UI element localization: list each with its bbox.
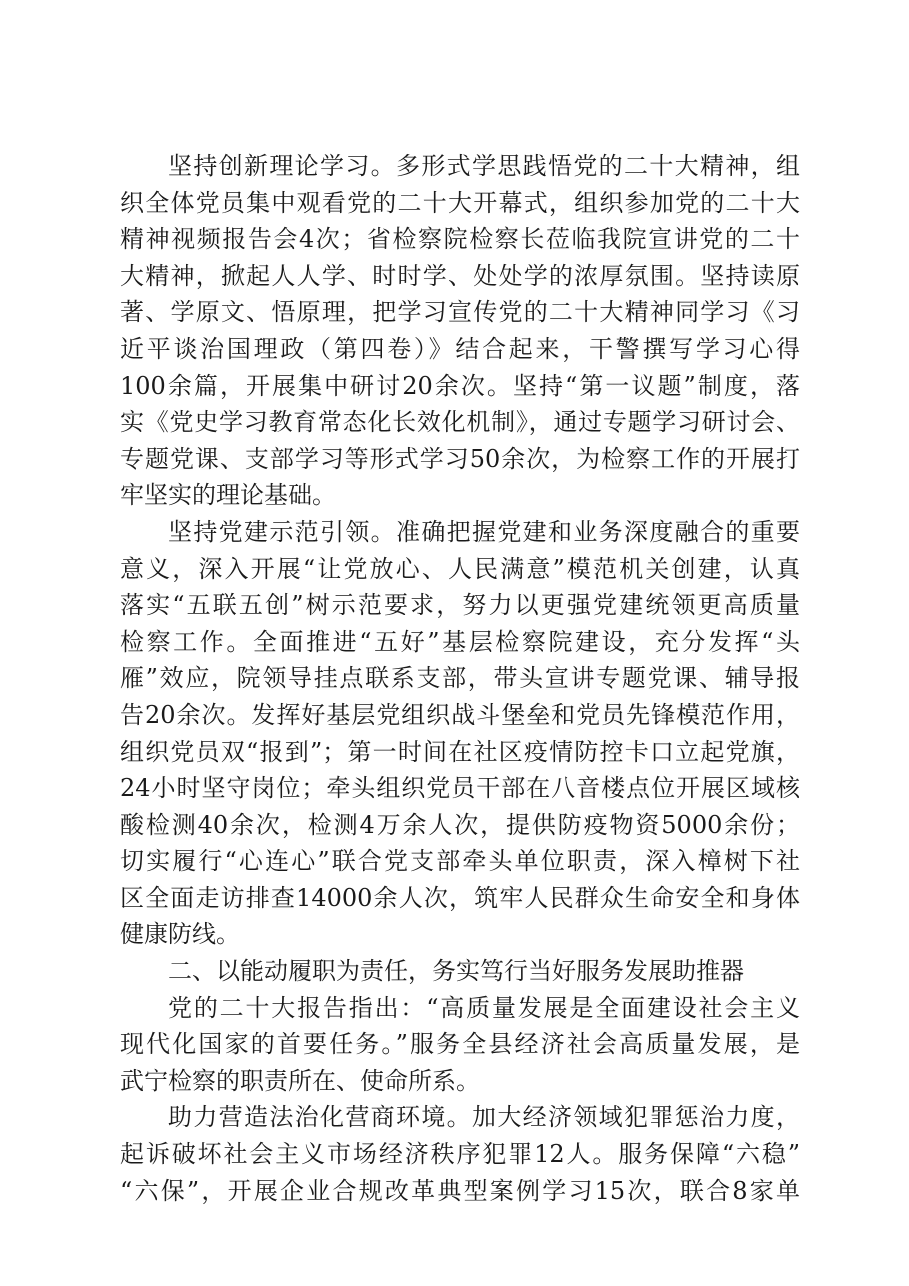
text-line: 现代化国家的首要任务。”服务全县经济社会高质量发展，是 — [120, 1030, 800, 1059]
text-line: 大精神，掀起人人学、时时学、处处学的浓厚氛围。坚持读原 — [120, 261, 800, 290]
document-body — [120, 148, 800, 1209]
text-line: 切实履行“心连心”联合党支部牵头单位职责，深入樟树下社 — [120, 847, 800, 876]
text-line: 武宁检察的职责所在、使命所系。 — [120, 1066, 480, 1095]
text-line: 意义，深入开展“让党放心、人民满意”模范机关创建，认真 — [120, 554, 800, 583]
text-line: 助力营造法治化营商环境。加大经济领域犯罪惩治力度， — [168, 1103, 800, 1132]
text-line: 起诉破坏社会主义市场经济秩序犯罪12人。服务保障“六稳” — [120, 1140, 800, 1169]
text-line: 区全面走访排查14000余人次，筑牢人民群众生命安全和身体 — [120, 883, 800, 912]
text-line: 实《党史学习教育常态化长效化机制》，通过专题学习研讨会、 — [120, 408, 800, 437]
text-line: 100余篇，开展集中研讨20余次。坚持“第一议题”制度，落 — [120, 371, 800, 400]
text-line: 落实“五联五创”树示范要求，努力以更强党建统领更高质量 — [120, 591, 800, 620]
text-line: 酸检测40余次，检测4万余人次，提供防疫物资5000余份； — [120, 810, 800, 839]
text-line: 坚持创新理论学习。多形式学思践悟党的二十大精神，组 — [168, 152, 800, 180]
text-line: 健康防线。 — [120, 920, 240, 949]
text-line: 牢坚实的理论基础。 — [120, 481, 336, 510]
text-line: 告20余次。发挥好基层党组织战斗堡垒和党员先锋模范作用， — [120, 700, 800, 729]
text-line: 坚持党建示范引领。准确把握党建和业务深度融合的重要 — [168, 517, 800, 546]
text-line: 24小时坚守岗位；牵头组织党员干部在八音楼点位开展区域核 — [120, 774, 800, 803]
text-line: 组织党员双“报到”；第一时间在社区疫情防控卡口立起党旗， — [120, 737, 800, 766]
text-line: 检察工作。全面推进“五好”基层检察院建设，充分发挥“头 — [120, 627, 800, 656]
text-line: 精神视频报告会4次；省检察院检察长莅临我院宣讲党的二十 — [120, 225, 800, 254]
text-line: 著、学原文、悟原理，把学习宣传党的二十大精神同学习《习 — [120, 298, 800, 327]
text-line: 二、以能动履职为责任，务实笃行当好服务发展助推器 — [168, 957, 744, 986]
text-line: 雁”效应，院领导挂点联系支部，带头宣讲专题党课、辅导报 — [120, 664, 800, 693]
text-line: 近平谈治国理政（第四卷）》结合起来，干警撰写学习心得 — [120, 334, 800, 363]
text-line: 党的二十大报告指出：“高质量发展是全面建设社会主义 — [168, 993, 800, 1022]
text-line: 专题党课、支部学习等形式学习50余次，为检察工作的开展打 — [120, 444, 800, 473]
text-line: “六保”，开展企业合规改革典型案例学习15次，联合8家单 — [120, 1176, 800, 1205]
text-line: 织全体党员集中观看党的二十大开幕式，组织参加党的二十大 — [120, 188, 800, 217]
